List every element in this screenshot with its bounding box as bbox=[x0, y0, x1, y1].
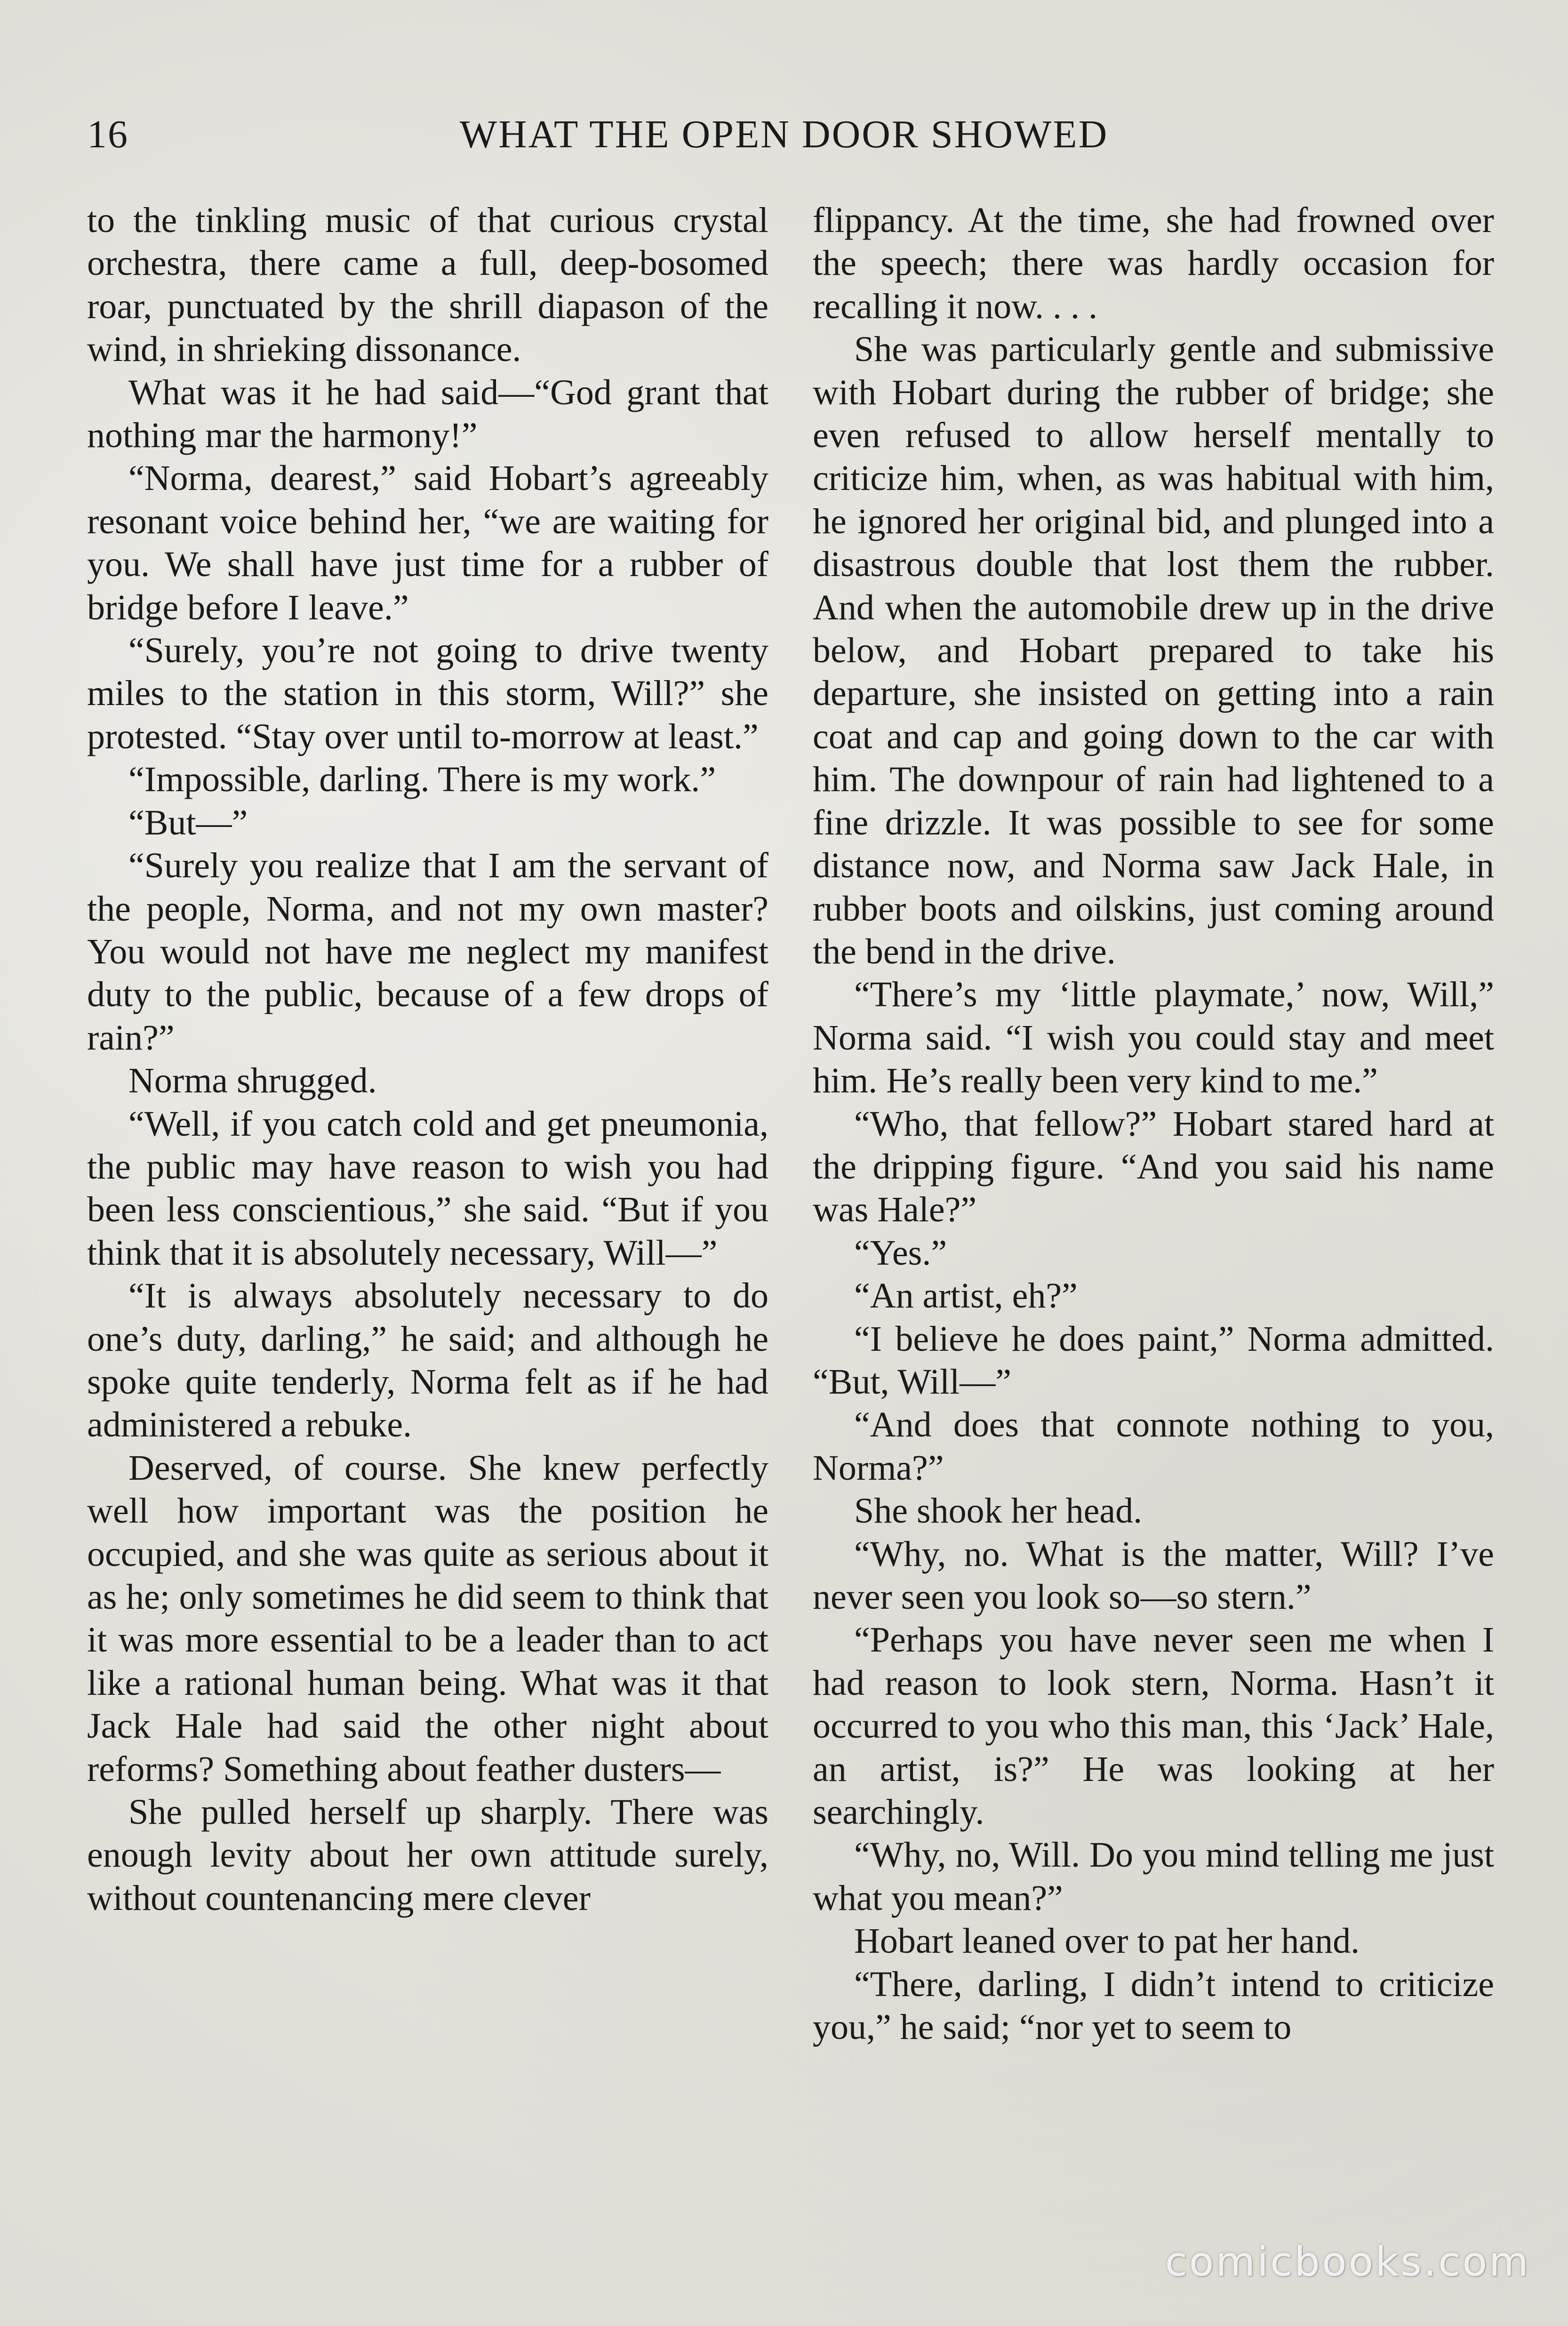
paragraph: “Norma, dearest,” said Hobart’s agreeably resonant voice behind her, “we are waiting for you. We shall have just time for a rubber of bridge before I leave.” bbox=[87, 458, 768, 627]
paragraph: “There’s my ‘little playmate,’ now, Will,” Norma said. “I wish you could stay and meet him. He’s really been very kind to me.” bbox=[813, 975, 1494, 1101]
paragraph: to the tinkling music of that curious crystal orchestra, there came a full, deep-bosomed roar, punctuated by the shrill diapason of the wind, in shrieking dissonance. bbox=[87, 201, 768, 369]
page-number: 16 bbox=[87, 112, 128, 156]
paragraph: Norma shrugged. bbox=[128, 1061, 377, 1101]
paragraph: “Surely you realize that I am the servant of the people, Norma, and not my own master? You would not have me neglect my manifest duty to the public, because of a few drops of rain?” bbox=[87, 846, 768, 1058]
paragraph: “But—” bbox=[128, 802, 248, 842]
paragraph: “Why, no, Will. Do you mind telling me just what you mean?” bbox=[813, 1835, 1494, 1918]
paragraph: “Why, no. What is the matter, Will? I’ve never seen you look so—so stern.” bbox=[813, 1534, 1494, 1617]
paragraph: “Who, that fellow?” Hobart stared hard at the dripping figure. “And you said his name was Hale?” bbox=[813, 1104, 1494, 1230]
site-watermark: comicbooks.com bbox=[1165, 2238, 1530, 2286]
paragraph: “Impossible, darling. There is my work.” bbox=[128, 760, 716, 800]
paragraph: She shook her head. bbox=[854, 1491, 1143, 1531]
paragraph: What was it he had said—“God grant that nothing mar the harmony!” bbox=[87, 372, 768, 456]
paragraph: “Well, if you catch cold and get pneumonia, the public may have reason to wish you had been less conscientious,” she said. “But if you think that it is absolutely necessary, Will—” bbox=[87, 1104, 768, 1273]
paragraph: “Surely, you’re not going to drive twenty miles to the station in this storm, Will?” she protested. “Stay over until to-morrow at least.” bbox=[87, 631, 768, 756]
right-text-column bbox=[813, 199, 1494, 2049]
paragraph: Hobart leaned over to pat her hand. bbox=[854, 1921, 1360, 1961]
paragraph: She pulled herself up sharply. There was enough levity about her own attitude surely, without countenancing mere clever bbox=[87, 1792, 768, 1918]
paragraph: “I believe he does paint,” Norma admitted. “But, Will—” bbox=[813, 1319, 1494, 1402]
paragraph: “And does that connote nothing to you, Norma?” bbox=[813, 1405, 1494, 1488]
running-head-title: WHAT THE OPEN DOOR SHOWED bbox=[459, 112, 1109, 156]
paragraph: “An artist, eh?” bbox=[854, 1276, 1078, 1316]
paragraph: “Yes.” bbox=[854, 1233, 947, 1273]
paragraph: “There, darling, I didn’t intend to criticize you,” he said; “nor yet to seem to bbox=[813, 1964, 1494, 2047]
paragraph: flippancy. At the time, she had frowned over the speech; there was hardly occasion for recalling it now. . . . bbox=[813, 201, 1494, 326]
paragraph: “Perhaps you have never seen me when I had reason to look stern, Norma. Hasn’t it occurred to you who this man, this ‘Jack’ Hale, an artist, is?” He was looking at her searchingly. bbox=[813, 1620, 1494, 1832]
paragraph: Deserved, of course. She knew perfectly well how important was the position he occupied, and she was quite as serious about it as he; only sometimes he did seem to think that it was more essential to be a leader than to act like a rational human being. What was it that Jack Hale had said the other night about reforms? Something about feather dusters— bbox=[87, 1448, 768, 1789]
paragraph: “It is always absolutely necessary to do one’s duty, darling,” he said; and although he spoke quite tenderly, Norma felt as if he had administered a rebuke. bbox=[87, 1276, 768, 1445]
left-text-column bbox=[87, 199, 768, 1920]
paragraph: She was particularly gentle and submissive with Hobart during the rubber of bridge; she even refused to allow herself mentally to criticize him, when, as was habitual with him, he ignored her original bid, and plunged into a disastrous double that lost them the rubber. And when the automobile drew up in the drive below, and Hobart prepared to take his departure, she insisted on getting into a rain coat and cap and going down to the car with him. The downpour of rain had lightened to a fine drizzle. It was possible to see for some distance now, and Norma saw Jack Hale, in rubber boots and oilskins, just coming around the bend in the drive. bbox=[813, 329, 1494, 971]
